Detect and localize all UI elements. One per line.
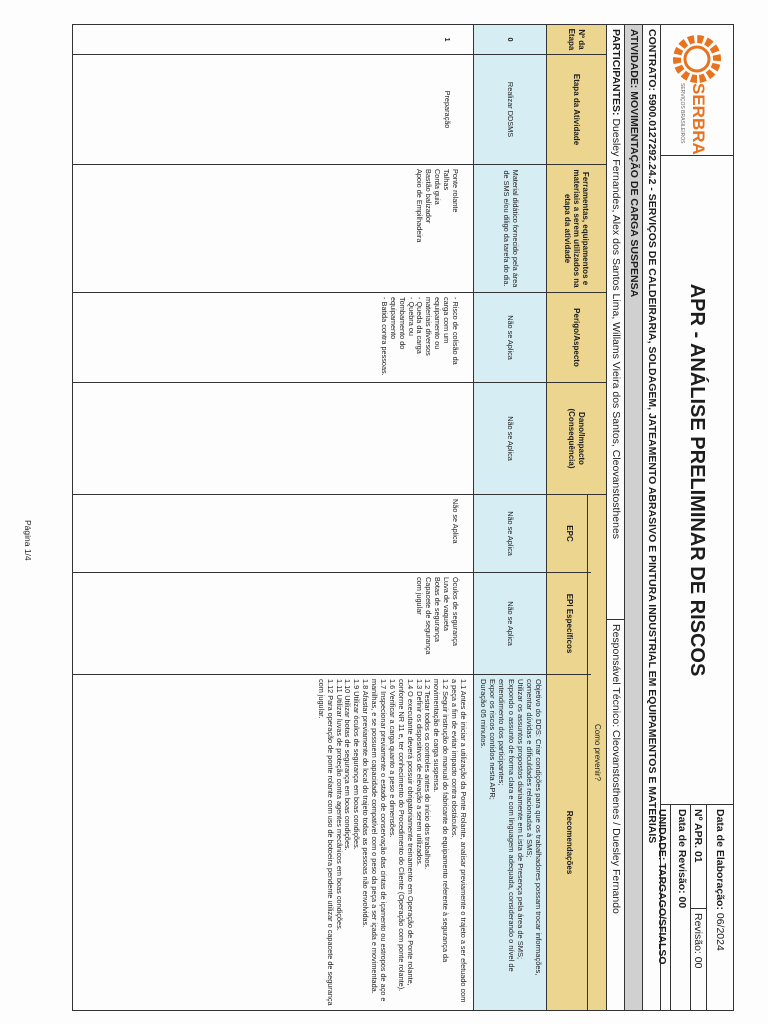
- rec-line: 1.7 Inspecionar previamente o estado de conservação das cintas de içamento ou estropos de aço e manilhas, e se possuem capacidade compatível com o peso da peça a ser içada e movimentada.: [370, 679, 388, 1002]
- th-epi: EPI Específicos: [547, 573, 591, 675]
- rec-line: 1.2 Testar todos os controles antes do início dos trabalhos.: [423, 679, 433, 870]
- unidade: UNIDADE: TARGAGO/SFIALSO: [656, 809, 668, 965]
- th-como-prevenir-group: [547, 495, 606, 1010]
- row0-recomendacoes: [474, 675, 546, 1010]
- th-n-etapa: Nº da Etapa: [547, 25, 606, 55]
- th-como-prevenir: Como prevenir?: [587, 495, 606, 1010]
- epi-item: Luva de vaqueta: [442, 577, 452, 631]
- row1-ferramentas: [73, 165, 473, 293]
- rec-line: Duração 05 minutos.: [479, 679, 489, 749]
- perigo-item: - Queda da carga: [415, 297, 425, 354]
- ferramenta-item: Apoio de Empilhadeira: [415, 169, 425, 243]
- row1-n: 1: [73, 25, 473, 55]
- row1-epi: [73, 573, 473, 675]
- epi-item: Botas de segurança: [433, 577, 443, 642]
- participantes-cell: [607, 25, 624, 620]
- rec-line: 1.1 Antes de iniciar a utilização da Ponte Rolante, analisar previamente o trajeto a ser efetuado com a peça a fim de evitar impacto contra obstáculos.: [450, 679, 468, 1003]
- row1-perigo: [73, 293, 473, 383]
- rec-line: 1.6 Verificar a carga quanto a peso e dimensões.: [387, 679, 397, 838]
- perigo-item: - Quebra ou Tombamento do equipamento: [388, 297, 416, 350]
- gear-logo-icon: [661, 25, 733, 155]
- contrato-label: CONTRATO:: [646, 29, 658, 92]
- row0-dano: Não se Aplica: [474, 383, 546, 495]
- row0-perigo: Não se Aplica: [474, 293, 546, 383]
- perigo-item: - Risco de colisão da carga com um equipamento ou materiais diversos: [424, 297, 460, 365]
- ferramenta-item: Talhas: [442, 169, 452, 191]
- participantes-row: [606, 25, 624, 1010]
- ferramenta-item: Bastão balizador: [424, 169, 434, 224]
- rec-line: 1.12 Para operação de ponte rolante com uso de botoeira pendente utilizar o capacete de segurança com jugular.: [316, 679, 335, 1006]
- table-header-row: [546, 25, 606, 1010]
- page-number: Página 1/4: [23, 520, 33, 561]
- rec-line: 1.9 Utilizar óculos de segurança em boas condições.: [352, 679, 362, 850]
- epi-item: Óculos de segurança: [451, 577, 460, 646]
- data-elaboracao-label: Data de Elaboração:: [714, 809, 726, 910]
- responsavel-cell: Responsável Técnico: Cleovanstosthenes / Duesley Fernando: [610, 624, 622, 914]
- contrato-row: [642, 25, 660, 1010]
- row1-dano: [73, 383, 473, 495]
- th-etapa: Etapa da Atividade: [547, 55, 606, 165]
- row1-recomendacoes: [73, 675, 473, 1010]
- data-revisao: Data de Revisão: 00: [670, 805, 690, 1010]
- numero-revisao: [690, 805, 706, 1010]
- rec-line: 1.3 Definir os dispositivos de elevação a serem utilizados.: [414, 679, 424, 866]
- row0-epc: Não se Aplica: [474, 495, 546, 573]
- atividade-row: ATIVIDADE: MOVIMENTAÇÃO DE CARGA SUSPENSA: [624, 25, 642, 1010]
- th-ferramentas: Ferramentas, equipamentos e materiais a serem utilizados na etapa da atividade: [547, 165, 606, 293]
- rec-line: 1.8 Afastar previamente do local do trajeto todas as pessoas não envolvidas.: [361, 679, 371, 928]
- company-logo: [661, 25, 733, 155]
- table-row: [73, 25, 473, 1010]
- data-elaboracao: [706, 805, 733, 1010]
- participantes-value: Duesley Fernandes, Alex dos Santos Lima, Willams Vieira dos Santos, Cleovanstosthenes: [610, 118, 622, 540]
- th-dano: Dano/Impacto (Consequência): [547, 383, 606, 495]
- rec-line: 1.4 O executante deverá possuir obrigatoriamente treinamento em Operação de Ponte rolante, conforme NR 11 e, ter conhecimento do Procedimento do Cliente (Operação com ponte rolante).: [396, 679, 415, 992]
- table-row: [473, 25, 546, 1010]
- document-title: APR - ANÁLISE PRELIMINAR DE RISCOS: [661, 155, 733, 805]
- rec-line: Utilizar os assuntos propostos diariamente em Lista de Presença pela área de SMS;: [515, 679, 525, 960]
- participantes-label: PARTICIPANTES:: [610, 29, 622, 116]
- brand-name: SERBRAS: [689, 83, 708, 155]
- th-recomendacoes: Recomendações: [564, 810, 574, 875]
- data-elaboracao-value: 06/2024: [714, 912, 726, 951]
- rec-line: Expondo o assunto de forma clara e com linguagem adequada, considerando o nível de entendimento dos participantes;: [497, 679, 516, 972]
- row1-etapa: Preparação: [73, 55, 473, 165]
- row0-n: 0: [474, 25, 546, 55]
- rec-line: Expor os riscos contidos nesta APR;: [488, 679, 498, 800]
- numero-apr: Nº APR. 01: [691, 805, 706, 909]
- ferramenta-item: Corda guia: [433, 169, 443, 205]
- rec-line: 1.11 Utilizar luvas de proteção contra agentes mecânicos em boas condições.: [334, 679, 344, 931]
- row0-etapa: Realizar DDSMS: [474, 55, 546, 165]
- contrato-value: 5900.0127292.24.2 - SERVIÇOS DE CALDEIRARIA, SOLDAGEM, JATEAMENTO ABRASIVO E PINTURA INDUSTRIAL EM EQUIPAMENTOS E MATERIAIS: [646, 93, 658, 844]
- document-frame: [72, 24, 734, 1011]
- brand-tagline: SERVIÇOS BRASILEIROS: [679, 83, 685, 144]
- rec-line: 1.10 Utilizar botas de segurança em boas condições.: [343, 679, 353, 851]
- row1-epc: Não se Aplica: [73, 495, 473, 573]
- revisao: Revisão: 00: [692, 913, 704, 969]
- row0-epi: Não se Aplica: [474, 573, 546, 675]
- header-row: [656, 25, 733, 1010]
- rec-line: 1.2 Seguir instrução do manual do fabricante do equipamento referente à segurança da movimentação de carga suspensa.: [432, 679, 451, 963]
- row0-ferramentas: Material didático fornecido pela área de SMS e/ou diligo da tarefa do dia.: [474, 165, 546, 293]
- ferramenta-item: Ponte rolante: [451, 169, 460, 213]
- epi-item: Capacete de segurança com jugular: [415, 577, 434, 655]
- th-perigo: Perigo/Aspecto: [547, 293, 606, 383]
- rec-line: Objetivo do DDS: Criar condições para que os trabalhadores possam trocar informações, comentar dúvidas e dificuldades relacionadas à SMS;: [524, 679, 543, 976]
- document-meta: [656, 805, 733, 1010]
- perigo-item: - Batida contra pessoas.: [379, 297, 389, 376]
- th-epc: EPC: [547, 495, 591, 573]
